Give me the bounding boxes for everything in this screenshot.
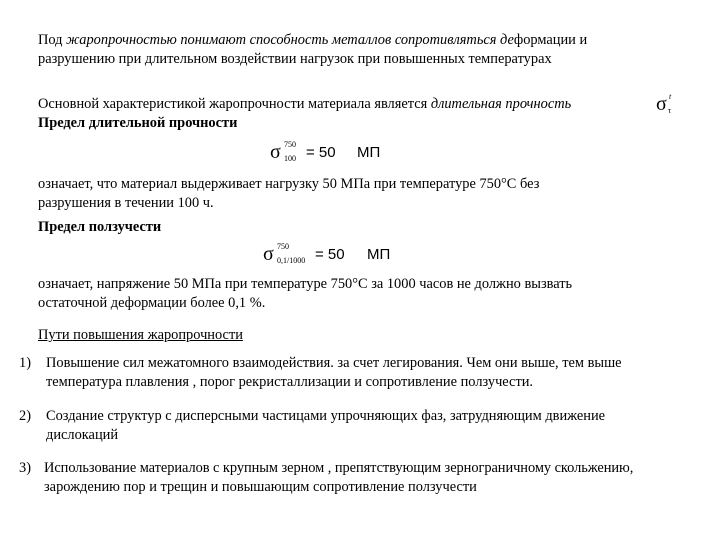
rupture-strength-heading: Предел длительной прочности	[38, 115, 238, 131]
definition-line-2: разрушению при длительном воздействии нагрузок при повышенных температурах	[38, 51, 552, 67]
formula2-sigma: σ	[263, 243, 274, 265]
list-item-line-1: Создание структур с дисперсными частицами упрочняющих фаз, затрудняющим движение	[46, 408, 606, 424]
definition-prefix: Под	[38, 32, 67, 48]
sigma-symbol: σ	[656, 93, 667, 115]
creep-limit-heading: Предел ползучести	[38, 219, 162, 235]
formula1-sigma: σ	[270, 141, 281, 163]
formula1-unit: МП	[357, 144, 381, 161]
formula2-value: = 50	[315, 246, 345, 263]
sigma-subscript: τ	[668, 106, 672, 115]
ways-heading: Пути повышения жаропрочности	[38, 327, 243, 343]
list-item-number: 1)	[19, 355, 31, 371]
rupture-formula	[270, 138, 390, 168]
list-item-line-2: зарождению пор и трещин и повышающим сопротивление ползучести	[44, 479, 477, 495]
list-item-number: 3)	[19, 460, 31, 476]
formula1-superscript: 750	[284, 140, 296, 149]
main-characteristic-line	[38, 95, 571, 114]
definition-rest: формации и	[513, 32, 588, 48]
formula2-superscript: 750	[277, 242, 289, 251]
rupture-explanation-line-2: разрушения в течении 100 ч.	[38, 195, 214, 211]
rupture-strength-symbol	[656, 92, 680, 118]
list-item-line-1: Использование материалов с крупным зерном , препятствующим зернограничному скольжению,	[44, 460, 634, 476]
formula1-value: = 50	[306, 144, 336, 161]
main-characteristic-term: длительная прочность	[430, 96, 572, 112]
formula1-subscript: 100	[284, 154, 296, 163]
definition-term: жаропрочностью понимают способность металлов сопротивляться де	[66, 32, 514, 48]
list-item-number: 2)	[19, 408, 31, 424]
sigma-superscript: t	[669, 92, 672, 101]
list-item-line-2: дислокаций	[46, 427, 119, 443]
definition-line-1	[38, 31, 587, 50]
rupture-explanation-line-1: означает, что материал выдерживает нагрузку 50 МПа при температуре 750°С без	[38, 176, 540, 192]
formula2-subscript: 0,1/1000	[277, 256, 306, 265]
creep-explanation-line-1: означает, напряжение 50 МПа при температуре 750°С за 1000 часов не должно вызвать	[38, 276, 573, 292]
list-item-line-2: температура плавления , порог рекристаллизации и сопротивление ползучести.	[46, 374, 534, 390]
list-item-line-1: Повышение сил межатомного взаимодействия. за счет легирования. Чем они выше, тем выше	[46, 355, 622, 371]
creep-formula	[263, 240, 413, 270]
main-characteristic-text: Основной характеристикой жаропрочности материала является	[38, 96, 431, 112]
formula2-unit: МП	[367, 246, 391, 263]
creep-explanation-line-2: остаточной деформации более 0,1 %.	[38, 295, 266, 311]
